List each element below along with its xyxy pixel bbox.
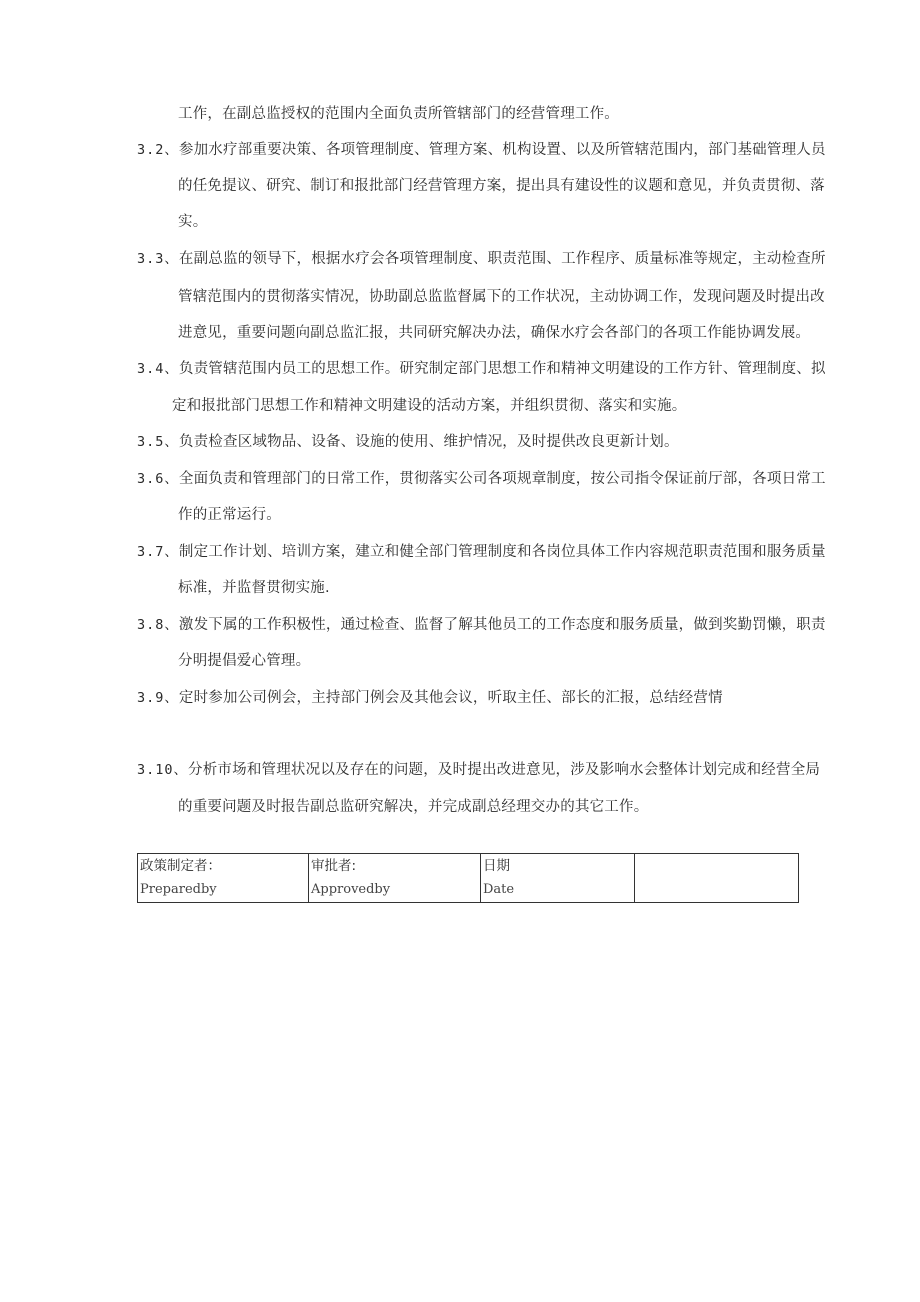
date-cell <box>481 854 635 903</box>
item-3-9-first-line <box>137 688 723 708</box>
item-text: 负责检查区域物品、设备、设施的使用、维护情况，及时提供改良更新计划。 <box>178 434 679 450</box>
item-3-10-first-line <box>137 760 820 780</box>
item-3-2-line-3: 实。 <box>178 214 208 230</box>
item-3-7-line-2: 标准，并监督贯彻实施. <box>178 580 330 596</box>
prepared-by-cell <box>138 854 309 903</box>
item-3-10-line-2: 的重要问题及时报告副总监研究解决，并完成副总经理交办的其它工作。 <box>178 799 649 815</box>
intro-line: 工作，在副总监授权的范围内全面负责所管辖部门的经营管理工作。 <box>178 106 619 122</box>
table-row <box>138 854 799 903</box>
item-number: 3.5、 <box>137 434 179 450</box>
approved-by-cell <box>309 854 481 903</box>
prepared-by-label-cn: 政策制定者： <box>140 858 221 874</box>
item-3-4-line-2: 定和报批部门思想工作和精神文明建设的活动方案，并组织贯彻、落实和实施。 <box>172 398 687 414</box>
item-3-6-line-2: 作的正常运行。 <box>178 507 281 523</box>
signature-table <box>137 853 799 903</box>
item-number: 3.7、 <box>137 544 179 560</box>
item-number: 3.3、 <box>137 251 179 267</box>
item-text: 激发下属的工作积极性，通过检查、监督了解其他员工的工作态度和服务质量，做到奖勤罚懒，职责 <box>178 617 826 633</box>
item-3-6-first-line <box>137 469 826 489</box>
date-value-cell <box>635 854 799 903</box>
item-number: 3.2、 <box>137 142 179 158</box>
item-3-8-first-line <box>137 615 826 635</box>
item-3-4-first-line <box>137 359 826 379</box>
item-3-3-line-3: 进意见，重要问题向副总监汇报，共同研究解决办法，确保水疗会各部门的各项工作能协调发展。 <box>178 325 811 341</box>
item-3-3-first-line <box>137 249 826 269</box>
date-label-en: Date <box>483 882 515 897</box>
date-label-cn: 日期 <box>483 858 510 874</box>
item-text: 全面负责和管理部门的日常工作，贯彻落实公司各项规章制度，按公司指令保证前厅部，各项日常工 <box>178 471 826 487</box>
item-text: 定时参加公司例会，主持部门例会及其他会议，听取主任、部长的汇报，总结经营情 <box>178 690 723 706</box>
item-text: 分析市场和管理状况以及存在的问题，及时提出改进意见，涉及影响水会整体计划完成和经营全局 <box>188 762 821 778</box>
item-3-3-line-2: 管辖范围内的贯彻落实情况，协助副总监监督属下的工作状况，主动协调工作，发现问题及时提出改 <box>178 289 825 305</box>
item-number: 3.9、 <box>137 690 179 706</box>
approved-by-label-en: Approvedby <box>311 882 391 897</box>
item-text: 参加水疗部重要决策、各项管理制度、管理方案、机构设置、以及所管辖范围内，部门基础管理人员 <box>178 142 826 158</box>
item-3-7-first-line <box>137 542 826 562</box>
item-3-5-first-line <box>137 432 679 452</box>
item-3-2-first-line <box>137 140 826 160</box>
item-number: 3.6、 <box>137 471 179 487</box>
item-number: 3.10、 <box>137 762 189 778</box>
item-text: 在副总监的领导下，根据水疗会各项管理制度、职责范围、工作程序、质量标准等规定，主动检查所 <box>178 251 826 267</box>
prepared-by-label-en: Preparedby <box>140 882 217 897</box>
item-number: 3.8、 <box>137 617 179 633</box>
item-number: 3.4、 <box>137 361 179 377</box>
item-text: 负责管辖范围内员工的思想工作。研究制定部门思想工作和精神文明建设的工作方针、管理制度、拟 <box>178 361 826 377</box>
approved-by-label-cn: 审批者: <box>311 858 357 874</box>
item-text: 制定工作计划、培训方案，建立和健全部门管理制度和各岗位具体工作内容规范职责范围和服务质量 <box>178 544 826 560</box>
item-3-8-line-2: 分明提倡爱心管理。 <box>178 653 311 669</box>
item-3-2-line-2: 的任免提议、研究、制订和报批部门经营管理方案，提出具有建设性的议题和意见，并负责贯彻、落 <box>178 178 825 194</box>
